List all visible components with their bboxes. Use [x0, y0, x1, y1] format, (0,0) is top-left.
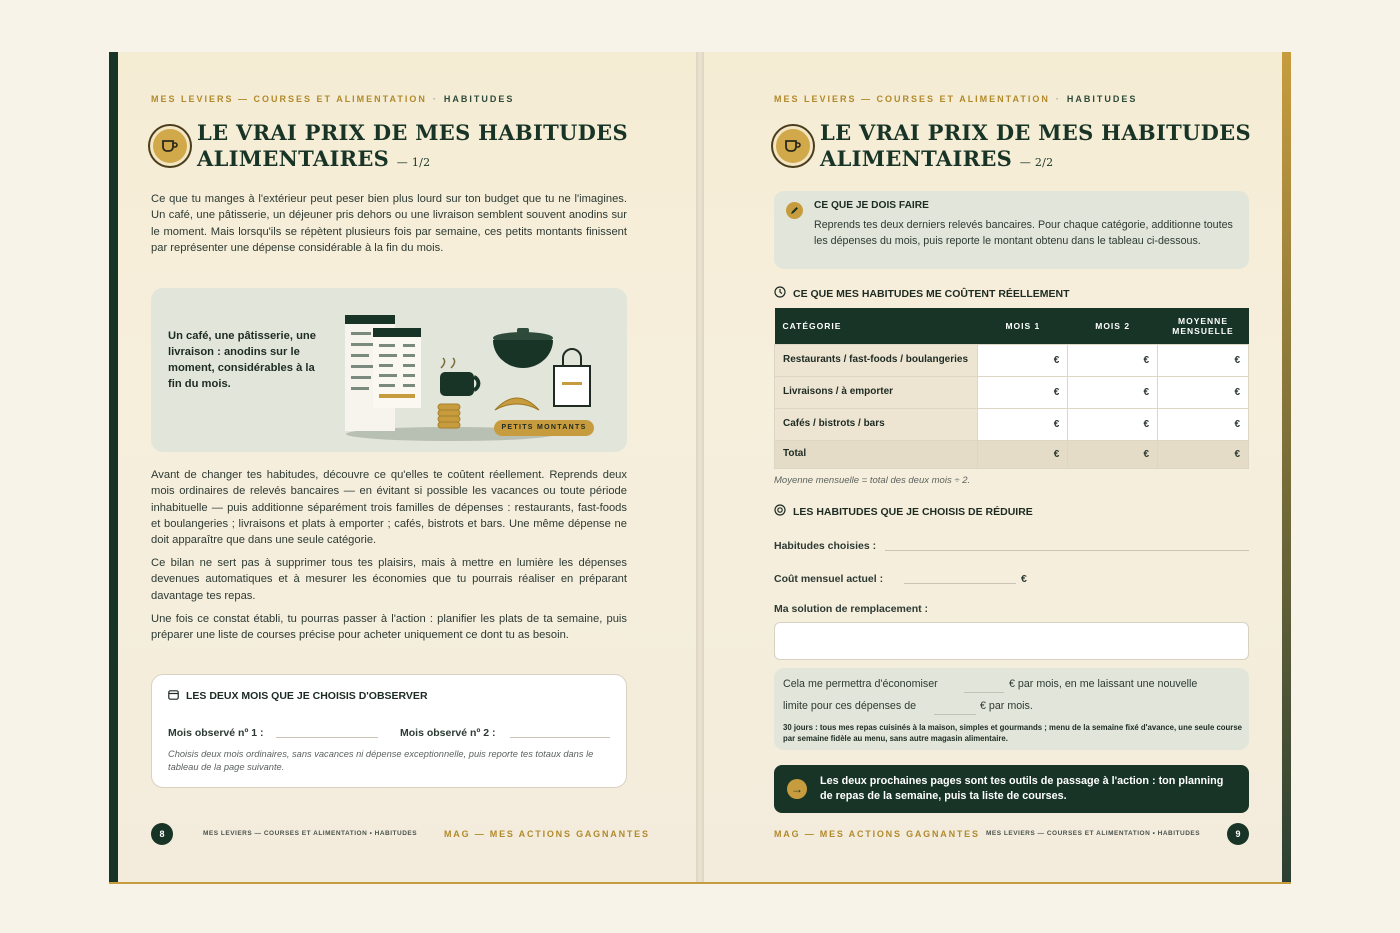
left-edge-bar [109, 52, 118, 884]
savings-line2-start: limite pour ces dépenses de [783, 700, 917, 712]
month1-input[interactable] [276, 737, 378, 738]
observe-box-title: LES DEUX MOIS QUE JE CHOISIS D'OBSERVER [186, 690, 428, 702]
coffee-cup-icon [773, 126, 813, 166]
kicker-topic: HABITUDES [443, 94, 515, 104]
right-kicker: MES LEVIERS — COURSES ET ALIMENTATION · HABITUDES [774, 94, 1138, 104]
left-kicker: MES LEVIERS — COURSES ET ALIMENTATION · HABITUDES [151, 94, 515, 104]
left-footer-section: MES LEVIERS — COURSES ET ALIMENTATION • HABITUDES [203, 830, 418, 837]
solution-input[interactable] [774, 622, 1249, 660]
arrow-right-icon: → [787, 779, 807, 799]
right-page-title [820, 120, 1251, 176]
amount-cell[interactable]: € [1158, 376, 1249, 408]
table-note: Moyenne mensuelle = total des deux mois ÷ 2. [774, 475, 971, 486]
todo-title: CE QUE JE DOIS FAIRE [814, 200, 929, 211]
amount-cell[interactable]: € [978, 344, 1068, 376]
amount-cell[interactable]: € [1158, 344, 1249, 376]
todo-box [774, 191, 1249, 269]
amount-cell[interactable]: € [978, 376, 1068, 408]
illustration-caption: Un café, une pâtisserie, une livraison : anodins sur le moment, considérables à la fin du mois. [168, 330, 316, 390]
observe-box-header [168, 689, 428, 703]
row-label: Livraisons / à emporter [775, 376, 978, 408]
col-header-category: CATÉGORIE [775, 308, 978, 344]
observe-months-box [151, 674, 627, 788]
right-edge-bar [1282, 52, 1291, 884]
table-row [775, 344, 1249, 376]
total-label: Total [775, 440, 978, 468]
current-cost-label: Coût mensuel actuel : [774, 573, 884, 585]
habits-label: Habitudes choisies : [774, 540, 877, 552]
kicker-section: MES LEVIERS — COURSES ET ALIMENTATION [151, 94, 427, 104]
reduce-section-title: LES HABITUDES QUE JE CHOISIS DE RÉDUIRE [793, 505, 1033, 518]
solution-label: Ma solution de remplacement : [774, 603, 929, 615]
right-footer-section: MES LEVIERS — COURSES ET ALIMENTATION • HABITUDES [986, 830, 1201, 837]
kicker-section: MES LEVIERS — COURSES ET ALIMENTATION [774, 94, 1050, 104]
cost-section-header [774, 286, 1070, 301]
coffee-cup-icon [150, 126, 190, 166]
calendar-icon [168, 689, 179, 703]
table-total-row [775, 440, 1249, 468]
savings-amount-input[interactable] [964, 692, 1004, 693]
intro-paragraph: Ce que tu manges à l'extérieur peut peser bien plus lourd sur ton budget que tu ne l'imagines. Un café, une pâtisserie, un déjeuner pris dehors ou une livraison semblent souvent anodins sur le moment. Mais lorsqu'ils se répètent plusieurs fois par semaine, ces petits montants finissent par représenter une dépense considérable à la fin du mois. [151, 193, 627, 254]
small-amounts-badge: PETITS MONTANTS [494, 420, 594, 436]
title-suffix: — 1/2 [396, 156, 431, 169]
col-header-month2: MOIS 2 [1068, 308, 1158, 344]
amount-cell[interactable]: € [1068, 376, 1158, 408]
col-header-average: MOYENNE MENSUELLE [1158, 308, 1249, 344]
cost-table [774, 308, 1249, 469]
todo-body: Reprends tes deux derniers relevés bancaires. Pour chaque catégorie, additionne toutes les dépenses du mois, puis reporte le montant obtenu dans le tableau ci-dessous. [814, 219, 1233, 247]
total-cell[interactable]: € [1158, 440, 1249, 468]
col-header-month1: MOIS 1 [978, 308, 1068, 344]
observe-note: Choisis deux mois ordinaires, sans vacances ni dépense exceptionnelle, puis reporte tes totaux dans le tableau de la page suivante. [168, 749, 594, 772]
limit-amount-input[interactable] [934, 714, 976, 715]
challenge-note: 30 jours : tous mes repas cuisinés à la maison, simples et gourmands ; menu de la semaine fixé d'avance, une seule course par semaine fidèle au menu, sans autre magasin alimentaire. [783, 723, 1243, 743]
page-number-right: 9 [1227, 823, 1249, 845]
left-footer-brand: MAG — MES ACTIONS GAGNANTES [444, 829, 650, 839]
illustration-panel [151, 288, 627, 452]
current-cost-input[interactable] [904, 583, 1016, 584]
bottom-gold-line [109, 882, 1291, 884]
spread-gutter [696, 52, 704, 884]
body-paragraph-1: Avant de changer tes habitudes, découvre ce qu'elles te coûtent réellement. Reprends deux mois ordinaires de relevés bancaires — en évitant si possible les vacances ou toute période inhabituelle — puis additionne séparément trois familles de dépenses : restaurants, fast-foods et boulangeries ; livraisons et plats à emporter ; cafés, bistrots et bars. Une même dépense ne doit apparaître que dans une seule catégorie. [151, 469, 627, 547]
amount-cell[interactable]: € [1158, 408, 1249, 440]
reduce-section-header [774, 504, 1033, 519]
body-paragraph-3: Une fois ce constat établi, tu pourras passer à l'action : planifier les plats de ta semaine, puis préparer une liste de courses précise pour acheter uniquement ce dont tu as besoin. [151, 613, 627, 642]
target-icon [774, 504, 786, 519]
title-line1: LE VRAI PRIX DE MES HABITUDES [197, 120, 628, 145]
amount-cell[interactable]: € [978, 408, 1068, 440]
amount-cell[interactable]: € [1068, 408, 1158, 440]
row-label: Cafés / bistrots / bars [775, 408, 978, 440]
page-number-left: 8 [151, 823, 173, 845]
left-page-title [197, 120, 628, 176]
month2-label: Mois observé nº 2 : [400, 727, 496, 739]
total-cell[interactable]: € [1068, 440, 1158, 468]
next-steps-text: Les deux prochaines pages sont tes outils de passage à l'action : ton planning de repas de la semaine, puis ta liste de courses. [820, 775, 1224, 802]
title-suffix: — 2/2 [1019, 156, 1054, 169]
row-label: Restaurants / fast-foods / boulangeries [775, 344, 978, 376]
total-cell[interactable]: € [978, 440, 1068, 468]
pencil-icon [786, 202, 803, 219]
kicker-topic: HABITUDES [1066, 94, 1138, 104]
month1-label: Mois observé nº 1 : [168, 727, 264, 739]
savings-box [774, 668, 1249, 750]
month2-input[interactable] [510, 737, 610, 738]
savings-line2-end: € par mois. [980, 700, 1033, 712]
table-row [775, 376, 1249, 408]
clock-icon [774, 286, 786, 301]
right-footer-brand: MAG — MES ACTIONS GAGNANTES [774, 829, 980, 839]
amount-cell[interactable]: € [1068, 344, 1158, 376]
title-line1: LE VRAI PRIX DE MES HABITUDES [820, 120, 1251, 145]
next-steps-banner [774, 765, 1249, 813]
body-paragraph-2: Ce bilan ne sert pas à supprimer tous tes plaisirs, mais à mettre en lumière les dépenses devenues automatiques et à mesurer les économies que tu pourrais réaliser en préparant davantage tes repas. [151, 557, 627, 602]
table-row [775, 408, 1249, 440]
savings-line1-start: Cela me permettra d'économiser [783, 678, 938, 690]
current-cost-unit: € [1021, 573, 1027, 585]
title-line2: ALIMENTAIRES [820, 146, 1013, 171]
cost-section-title: CE QUE MES HABITUDES ME COÛTENT RÉELLEMENT [793, 287, 1070, 300]
habits-input[interactable] [885, 550, 1249, 551]
title-line2: ALIMENTAIRES [197, 146, 390, 171]
savings-line1-end: € par mois, en me laissant une nouvelle [1009, 678, 1198, 690]
